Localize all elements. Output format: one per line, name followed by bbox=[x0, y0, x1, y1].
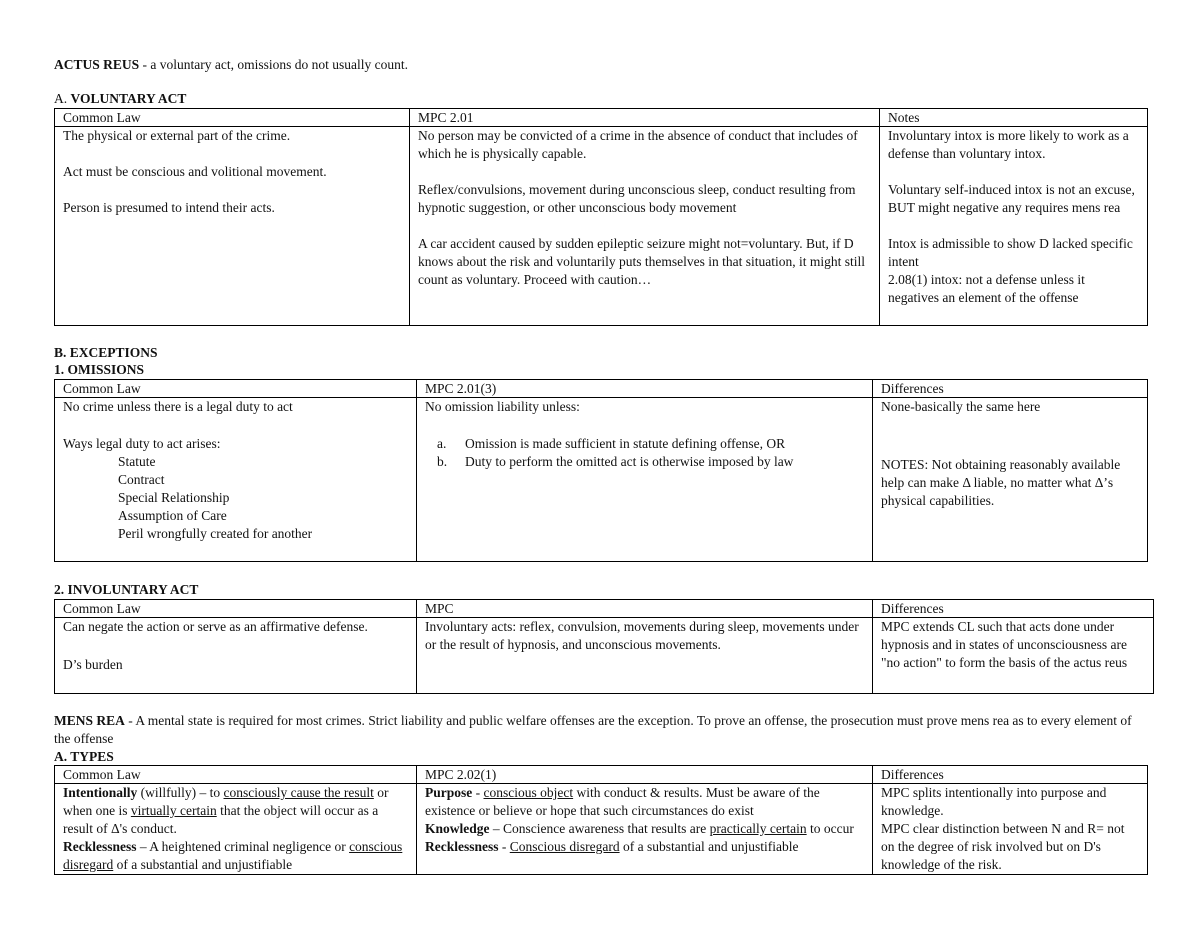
cl-text: D’s burden bbox=[63, 657, 123, 672]
col-header-common-law: Common Law bbox=[55, 109, 410, 127]
definition-text: to occur bbox=[806, 821, 854, 836]
mpc-text: Involuntary acts: reflex, convulsion, movements during sleep, movements under or the result of hypnosis, and unconscious movements. bbox=[425, 619, 859, 652]
voluntary-act-prefix: A. bbox=[54, 91, 71, 106]
recklessness-definition bbox=[425, 838, 864, 856]
underlined-phrase: Conscious disregard bbox=[509, 839, 620, 854]
recklessness-definition bbox=[63, 838, 408, 874]
differences-cell bbox=[873, 618, 1154, 694]
diff-text: NOTES: Not obtaining reasonably available help can make Δ liable, no matter what Δ’s physical capabilities. bbox=[881, 457, 1121, 508]
cl-text: No crime unless there is a legal duty to act bbox=[63, 399, 293, 414]
definition-text: – Conscience awareness that results are bbox=[489, 821, 710, 836]
term: Purpose bbox=[425, 785, 473, 800]
col-header-differences: Differences bbox=[873, 380, 1148, 398]
actus-reus-title: ACTUS REUS bbox=[54, 57, 140, 72]
list-item bbox=[437, 453, 864, 471]
involuntary-act-heading: 2. INVOLUNTARY ACT bbox=[54, 582, 199, 597]
mpc-text: No person may be convicted of a crime in the absence of conduct that includes of which he is physically capable. bbox=[418, 128, 858, 161]
mpc-text: No omission liability unless: bbox=[425, 399, 580, 414]
diff-text: MPC clear distinction between N and R= not on the degree of risk involved but on D's knowledge of the risk. bbox=[881, 821, 1125, 872]
definition-text: of a substantial and unjustifiable bbox=[113, 857, 293, 872]
table-header-row bbox=[55, 380, 1148, 398]
list-text: Duty to perform the omitted act is otherwise imposed by law bbox=[465, 454, 794, 469]
involuntary-act-table bbox=[54, 599, 1154, 694]
term: Recklessness bbox=[63, 839, 137, 854]
col-header-mpc: MPC bbox=[417, 600, 873, 618]
common-law-cell bbox=[55, 398, 417, 562]
omissions-table bbox=[54, 379, 1148, 562]
duty-source: Contract bbox=[118, 472, 165, 487]
definition-text: with conduct & results. Must be aware of the existence or believe or hope that such circumstances do exist bbox=[425, 785, 820, 818]
mens-rea-title: MENS REA bbox=[54, 713, 125, 728]
mpc-cell bbox=[417, 784, 873, 875]
underlined-phrase: conscious disregard bbox=[63, 839, 403, 872]
cl-text: Can negate the action or serve as an affirmative defense. bbox=[63, 619, 368, 634]
notes-text: Intox is admissible to show D lacked specific intent bbox=[888, 236, 1133, 269]
duty-source: Assumption of Care bbox=[118, 508, 227, 523]
list-marker: b. bbox=[437, 454, 448, 469]
purpose-definition bbox=[425, 784, 864, 820]
omissions-heading: 1. OMISSIONS bbox=[54, 362, 145, 377]
list-item bbox=[437, 435, 864, 453]
list-text: Omission is made sufficient in statute defining offense, OR bbox=[465, 436, 786, 451]
cl-text: The physical or external part of the crime. bbox=[63, 128, 291, 143]
term: Recklessness bbox=[425, 839, 499, 854]
duty-source: Special Relationship bbox=[118, 490, 230, 505]
definition-text: or when one is bbox=[63, 785, 389, 818]
underlined-phrase: conscious object bbox=[483, 785, 574, 800]
definition-text: - bbox=[498, 839, 510, 854]
table-header-row bbox=[55, 766, 1148, 784]
exceptions-heading: B. EXCEPTIONS bbox=[54, 345, 158, 360]
col-header-common-law: Common Law bbox=[55, 600, 417, 618]
definition-text: that the object will occur as a result of Δ's conduct. bbox=[63, 803, 379, 836]
table-row bbox=[55, 784, 1148, 875]
definition-text: of a substantial and unjustifiable bbox=[619, 839, 799, 854]
actus-reus-intro bbox=[54, 56, 408, 74]
intentionally-definition bbox=[63, 784, 408, 838]
voluntary-act-table bbox=[54, 108, 1148, 326]
common-law-cell bbox=[55, 127, 410, 326]
definition-text: – A heightened criminal negligence or bbox=[136, 839, 350, 854]
voluntary-act-heading bbox=[54, 90, 186, 108]
col-header-differences: Differences bbox=[873, 600, 1154, 618]
notes-text: Involuntary intox is more likely to work as a defense than voluntary intox. bbox=[888, 128, 1129, 161]
col-header-common-law: Common Law bbox=[55, 766, 417, 784]
definition-text: - bbox=[472, 785, 484, 800]
col-header-notes: Notes bbox=[880, 109, 1148, 127]
types-heading: A. TYPES bbox=[54, 749, 114, 764]
diff-text: MPC extends CL such that acts done under hypnosis and in states of unconsciousness are "no action" to form the basis of the actus reus bbox=[881, 619, 1128, 670]
notes-cell bbox=[880, 127, 1148, 326]
omission-conditions-list bbox=[425, 435, 864, 471]
table-row bbox=[55, 618, 1154, 694]
definition-text: (willfully) – to bbox=[137, 785, 224, 800]
col-header-mpc: MPC 2.01 bbox=[410, 109, 880, 127]
table-header-row bbox=[55, 109, 1148, 127]
mens-rea-types-table bbox=[54, 765, 1148, 875]
list-marker: a. bbox=[437, 436, 447, 451]
differences-cell bbox=[873, 784, 1148, 875]
diff-text: MPC splits intentionally into purpose and knowledge. bbox=[881, 785, 1107, 818]
duty-source: Peril wrongfully created for another bbox=[118, 526, 313, 541]
mpc-cell bbox=[417, 618, 873, 694]
table-row bbox=[55, 127, 1148, 326]
col-header-mpc: MPC 2.02(1) bbox=[417, 766, 873, 784]
col-header-differences: Differences bbox=[873, 766, 1148, 784]
mpc-cell bbox=[410, 127, 880, 326]
common-law-cell bbox=[55, 784, 417, 875]
mpc-text: Reflex/convulsions, movement during unconscious sleep, conduct resulting from hypnotic suggestion, or other unconscious body movement bbox=[418, 182, 856, 215]
table-row bbox=[55, 398, 1148, 562]
col-header-mpc: MPC 2.01(3) bbox=[417, 380, 873, 398]
cl-text: Act must be conscious and volitional movement. bbox=[63, 164, 327, 179]
cl-text: Ways legal duty to act arises: bbox=[63, 436, 221, 451]
underlined-phrase: practically certain bbox=[709, 821, 807, 836]
term: Knowledge bbox=[425, 821, 490, 836]
notes-text: 2.08(1) intox: not a defense unless it negatives an element of the offense bbox=[888, 272, 1085, 305]
underlined-phrase: consciously cause the result bbox=[223, 785, 374, 800]
mpc-cell bbox=[417, 398, 873, 562]
knowledge-definition bbox=[425, 820, 864, 838]
duty-source: Statute bbox=[118, 454, 156, 469]
mens-rea-intro bbox=[54, 712, 1149, 748]
mpc-text: A car accident caused by sudden epileptic seizure might not=voluntary. But, if D knows about the risk and voluntarily puts themselves in that situation, it might still count as voluntary. Proceed with caution… bbox=[418, 236, 865, 287]
underlined-phrase: virtually certain bbox=[130, 803, 217, 818]
term: Intentionally bbox=[63, 785, 138, 800]
notes-text: Voluntary self-induced intox is not an excuse, BUT might negative any requires mens rea bbox=[888, 182, 1135, 215]
diff-text: None-basically the same here bbox=[881, 399, 1041, 414]
col-header-common-law: Common Law bbox=[55, 380, 417, 398]
mens-rea-desc: - A mental state is required for most crimes. Strict liability and public welfare offenses are the exception. To prove an offense, the prosecution must prove mens rea as to every element of the offense bbox=[54, 713, 1132, 746]
table-header-row bbox=[55, 600, 1154, 618]
voluntary-act-title: VOLUNTARY ACT bbox=[70, 91, 187, 106]
common-law-cell bbox=[55, 618, 417, 694]
differences-cell bbox=[873, 398, 1148, 562]
cl-text: Person is presumed to intend their acts. bbox=[63, 200, 275, 215]
actus-reus-desc: - a voluntary act, omissions do not usually count. bbox=[139, 57, 408, 72]
